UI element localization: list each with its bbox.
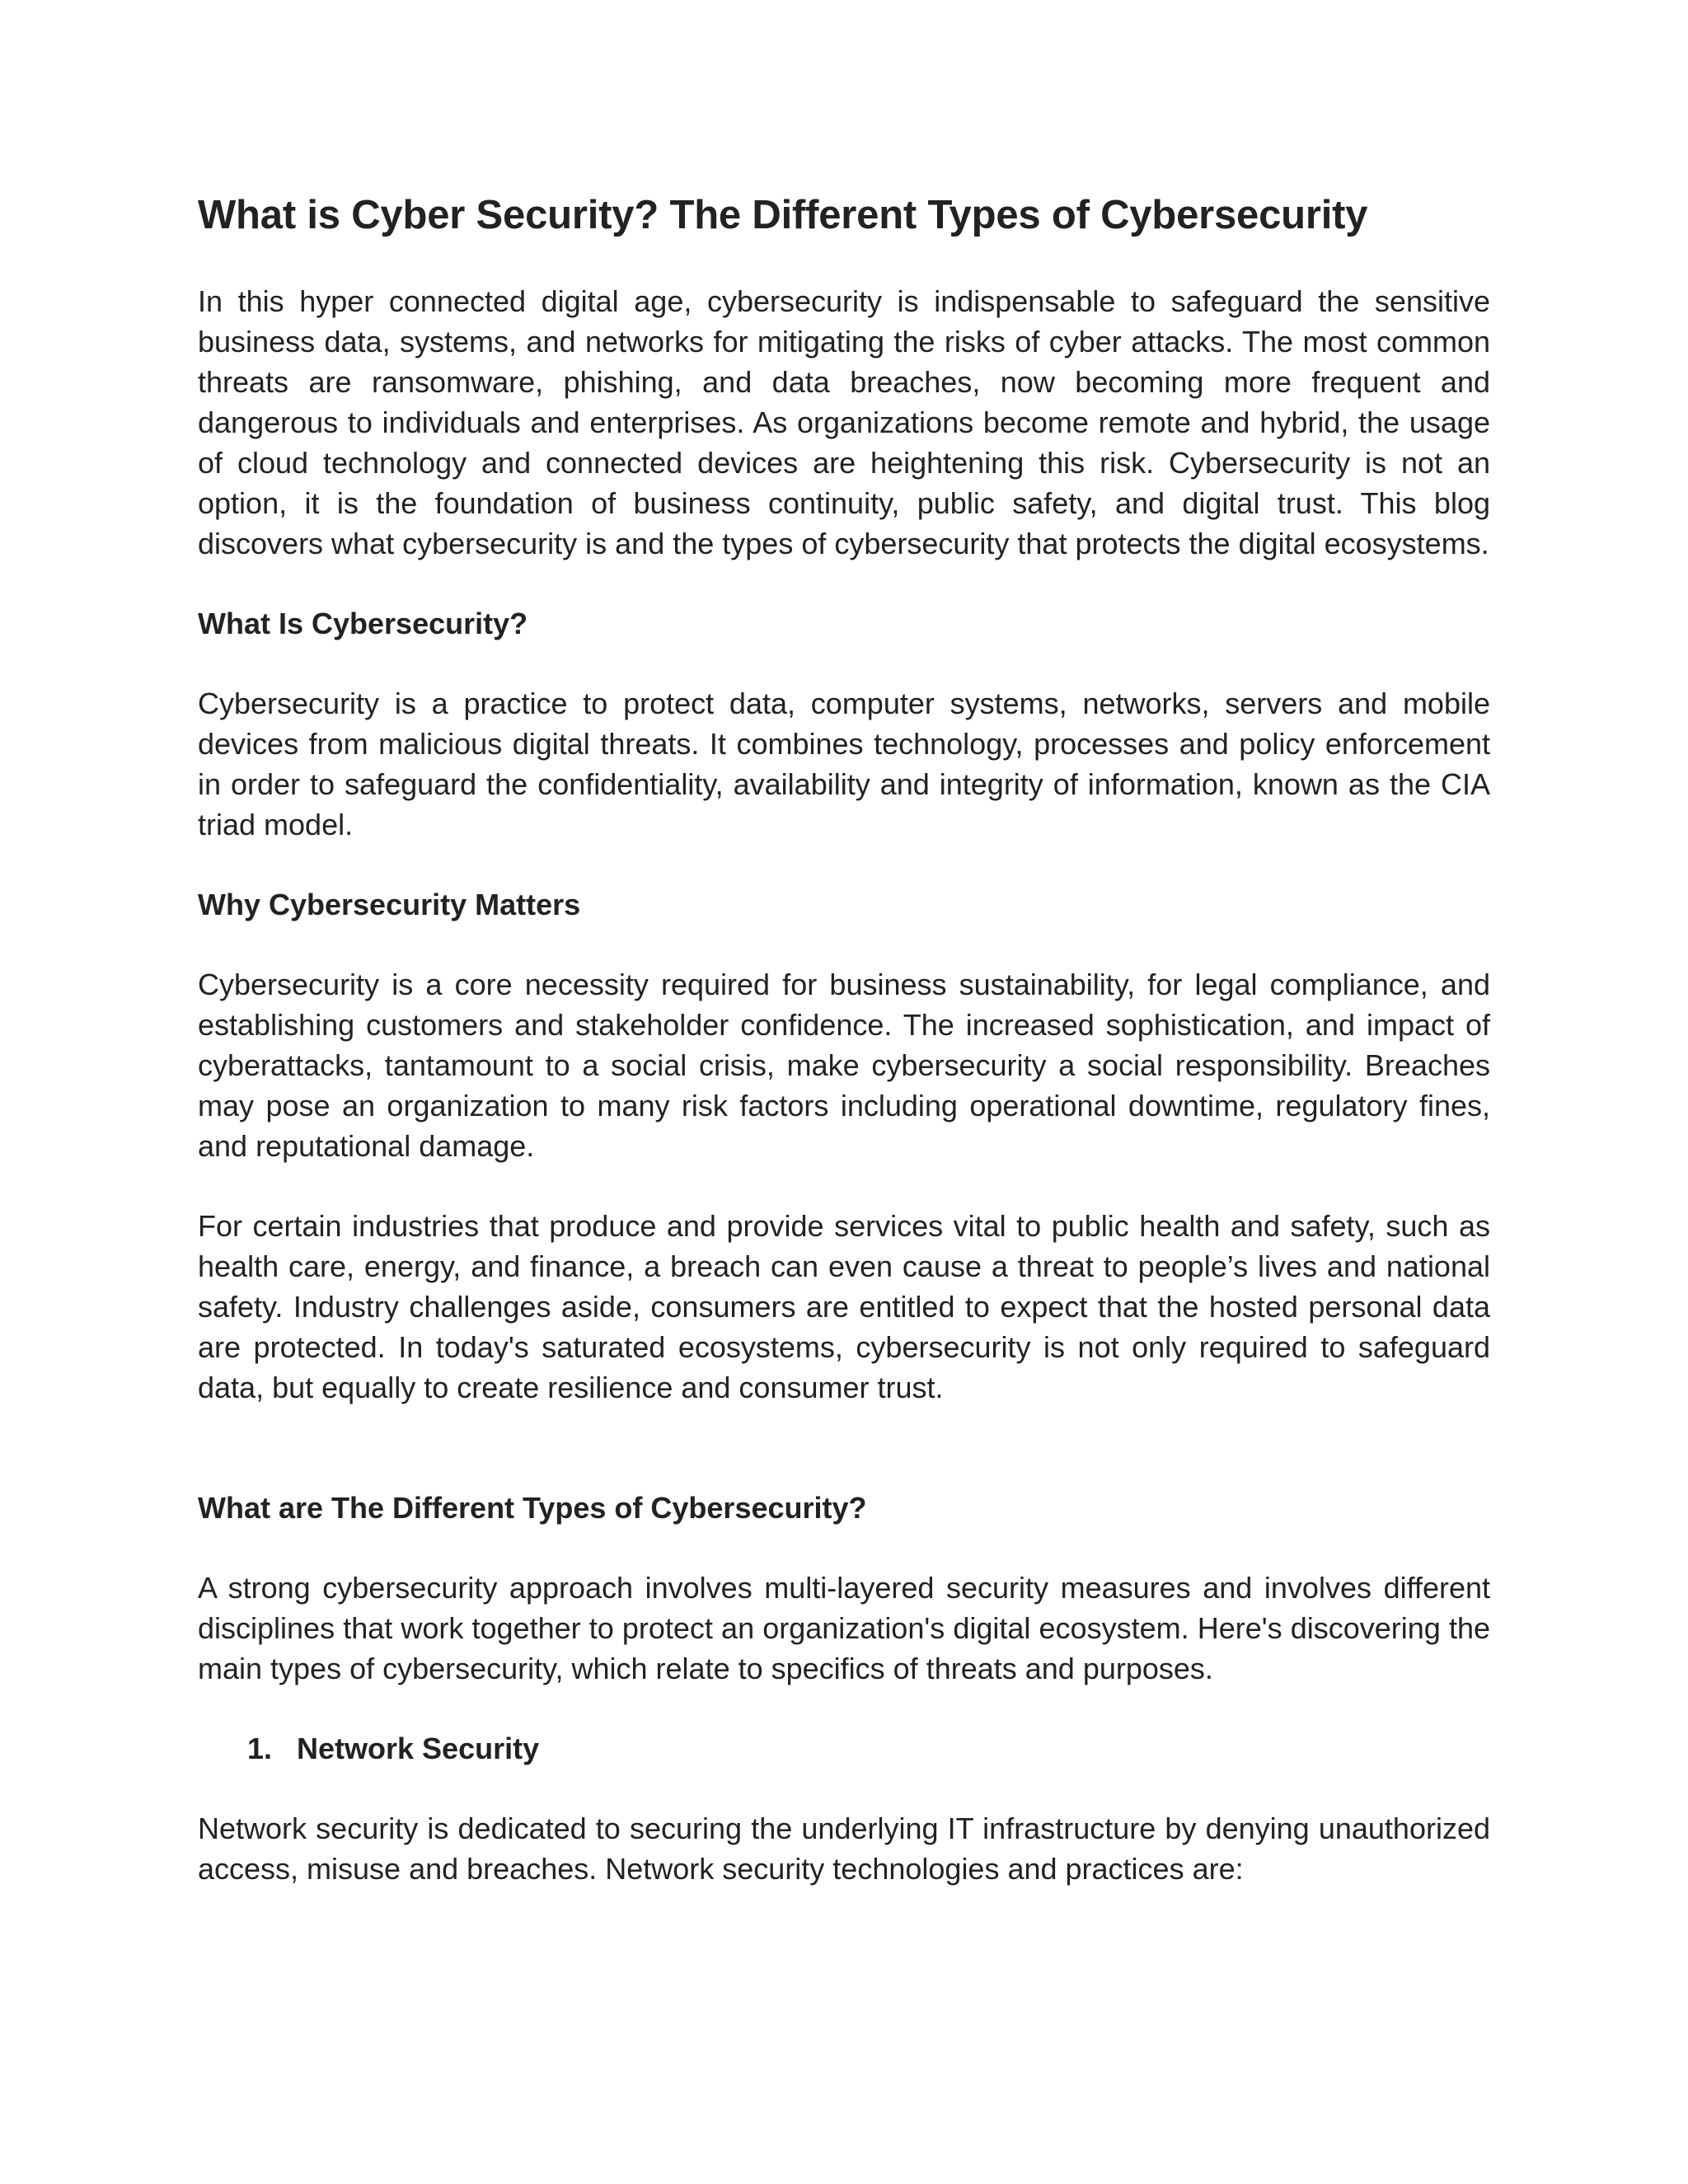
what-is-paragraph: Cybersecurity is a practice to protect data, computer systems, networks, servers and mobile devices from malicious digital threats. It combines technology, processes and policy enforcement in order to safeguard the confidentiality, availability and integrity of information, known as the CIA triad model. [198, 686, 1490, 841]
page-title: What is Cyber Security? The Different Types of Cybersecurity [198, 193, 1368, 237]
list-item-network-security [198, 1728, 1490, 1769]
section-heading-why-matters: Why Cybersecurity Matters [198, 887, 581, 921]
document-page [198, 191, 1490, 1889]
list-item-heading: Network Security [297, 1731, 540, 1765]
network-security-paragraph: Network security is dedicated to securing the underlying IT infrastructure by denying unauthorized access, misuse and breaches. Network security technologies and practices are: [198, 1811, 1490, 1886]
section-heading-what-is: What Is Cybersecurity? [198, 606, 528, 640]
intro-paragraph: In this hyper connected digital age, cybersecurity is indispensable to safeguard the sensitive business data, systems, and networks for mitigating the risks of cyber attacks. The most common threats are ransomware, phishing, and data breaches, now becoming more frequent and dangerous to individuals and enterprises. As organizations become remote and hybrid, the usage of cloud technology and connected devices are heightening this risk. Cybersecurity is not an option, it is the foundation of business continuity, public safety, and digital trust. This blog discovers what cybersecurity is and the types of cybersecurity that protects the digital ecosystems. [198, 284, 1490, 560]
types-paragraph: A strong cybersecurity approach involves multi-layered security measures and involves different disciplines that work together to protect an organization's digital ecosystem. Here's discovering the main types of cybersecurity, which relate to specifics of threats and purposes. [198, 1570, 1490, 1685]
why-matters-paragraph-2: For certain industries that produce and provide services vital to public health and safety, such as health care, energy, and finance, a breach can even cause a threat to people’s lives and national safety. Industry challenges aside, consumers are entitled to expect that the hosted personal data are protected. In today's saturated ecosystems, cybersecurity is not only required to safeguard data, but equally to create resilience and consumer trust. [198, 1208, 1490, 1404]
section-heading-types: What are The Different Types of Cybersecurity? [198, 1490, 867, 1525]
list-item-number: 1. [247, 1731, 273, 1765]
why-matters-paragraph-1: Cybersecurity is a core necessity required for business sustainability, for legal compliance, and establishing customers and stakeholder confidence. The increased sophistication, and impact of cyberattacks, tantamount to a social crisis, make cybersecurity a social responsibility. Breaches may pose an organization to many risk factors including operational downtime, regulatory fines, and reputational damage. [198, 967, 1490, 1163]
